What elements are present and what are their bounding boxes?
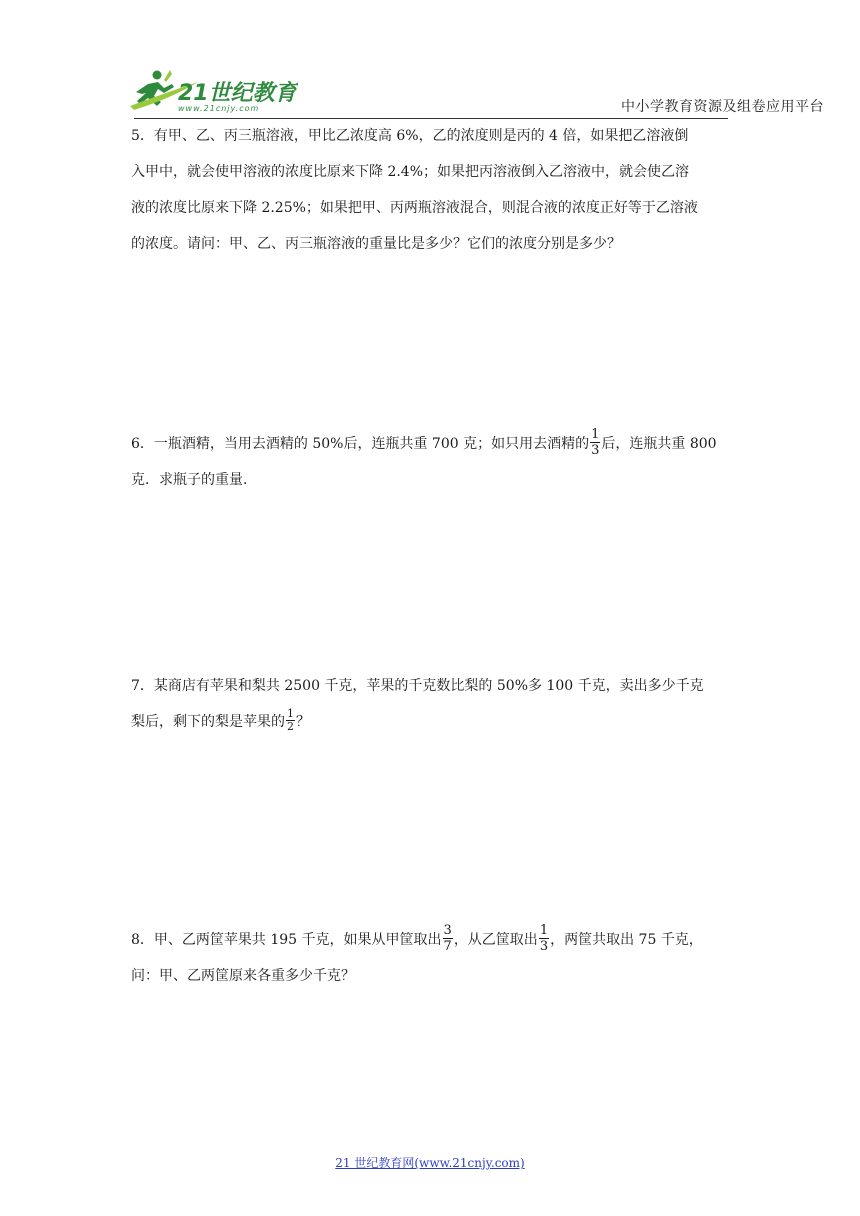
fraction-denominator: 7 [443, 938, 452, 954]
footer-link[interactable]: 21 世纪教育网(www.21cnjy.com) [335, 1156, 525, 1170]
svg-text:www.21cnjy.com: www.21cnjy.com [178, 104, 260, 113]
fraction-one-half [286, 708, 295, 733]
question-7-line-2 [131, 704, 731, 740]
fraction-numerator: 1 [539, 922, 549, 938]
fraction-numerator: 3 [443, 922, 452, 938]
question-6-line-2: 克．求瓶子的重量． [131, 472, 257, 488]
fraction-numerator: 1 [591, 426, 600, 442]
question-6-text-b: 后，连瓶共重 800 [601, 436, 717, 452]
fraction-one-third [590, 427, 600, 458]
question-8-text-a: 8．甲、乙两筐苹果共 195 千克，如果从甲筐取出 [131, 932, 442, 948]
fraction-numerator: 1 [287, 706, 294, 720]
question-8-text-c: ，两筐共取出 75 千克， [550, 932, 703, 948]
page-header [128, 66, 824, 120]
question-7-line-1: 7．某商店有苹果和梨共 2500 千克，苹果的千克数比梨的 50%多 100 千克，卖出多少千克 [131, 678, 704, 694]
question-7-text-b: ？ [296, 714, 310, 730]
platform-name: 中小学教育资源及组卷应用平台 [621, 99, 824, 115]
question-5 [131, 118, 731, 262]
question-5-line-4: 的浓度。请问：甲、乙、丙三瓶溶液的重量比是多少？它们的浓度分别是多少？ [131, 236, 621, 252]
question-6 [131, 426, 731, 498]
fraction-denominator: 3 [591, 442, 600, 458]
question-7 [131, 668, 731, 740]
question-6-line-1 [131, 426, 731, 462]
fraction-one-third [539, 923, 549, 954]
fraction-three-sevenths [443, 923, 453, 954]
fraction-denominator: 2 [287, 719, 294, 733]
question-8-line-1 [131, 922, 731, 958]
question-8-text-b: ，从乙筐取出 [453, 932, 538, 948]
fraction-denominator: 3 [539, 938, 549, 954]
question-5-line-3: 液的浓度比原来下降 2.25%；如果把甲、丙两瓶溶液混合，则混合液的浓度正好等于乙溶液 [131, 200, 698, 216]
page-footer [0, 1154, 860, 1171]
question-7-text-a: 梨后，剩下的梨是苹果的 [131, 714, 285, 730]
logo [128, 66, 298, 114]
question-6-text-a: 6．一瓶酒精，当用去酒精的 50%后，连瓶共重 700 克；如只用去酒精的 [131, 436, 590, 452]
question-8-line-2: 问：甲、乙两筐原来各重多少千克？ [131, 968, 355, 984]
question-8 [131, 922, 731, 994]
question-5-line-2: 入甲中，就会使甲溶液的浓度比原来下降 2.4%；如果把丙溶液倒入乙溶液中，就会使乙溶 [131, 164, 690, 180]
svg-text:21世纪教育: 21世纪教育 [178, 81, 297, 106]
question-5-line-1: 5．有甲、乙、丙三瓶溶液，甲比乙浓度高 6%，乙的浓度则是丙的 4 倍，如果把乙溶液倒 [131, 128, 689, 144]
